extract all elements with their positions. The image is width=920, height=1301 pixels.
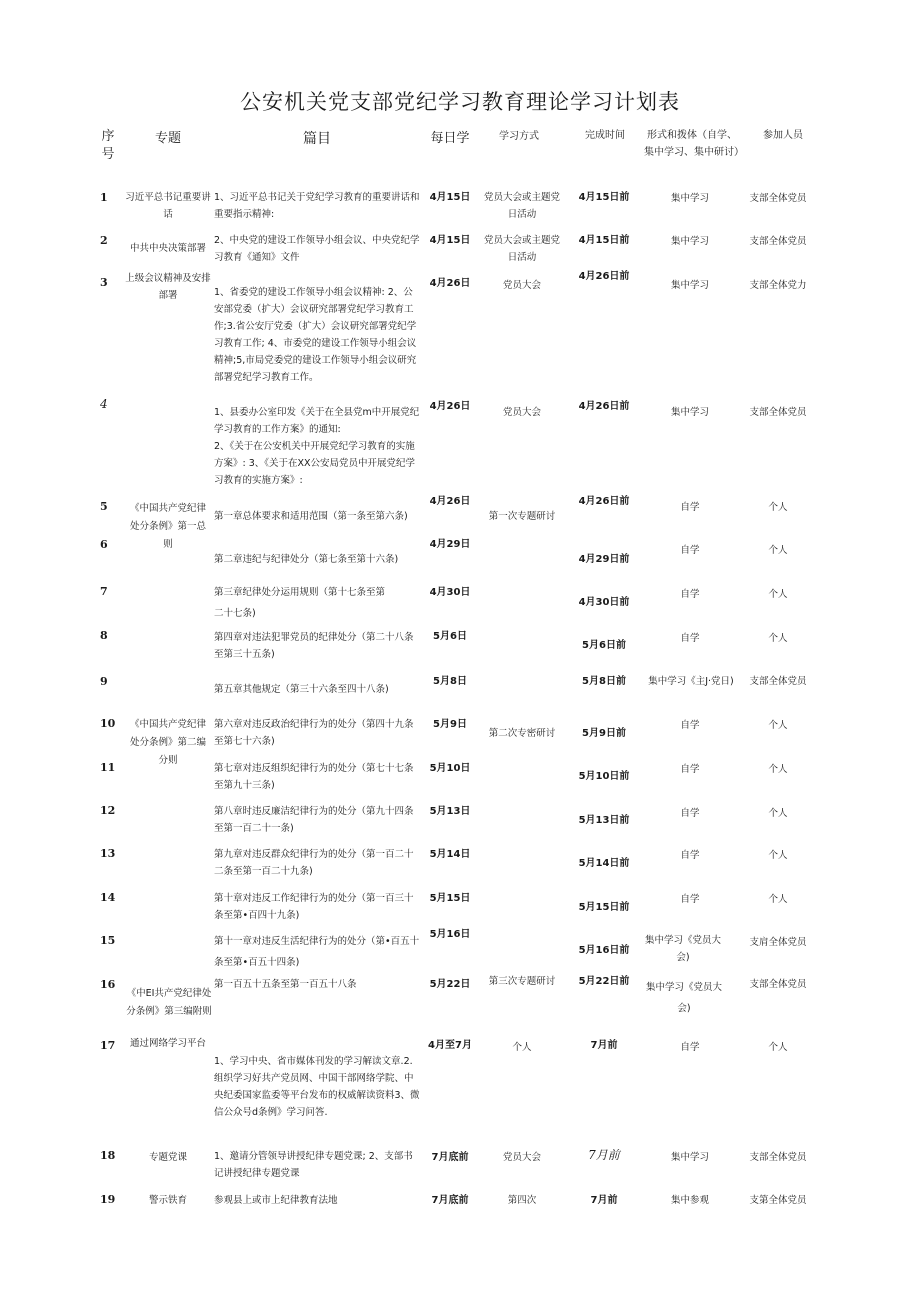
table-row-daily: 4月26日 [429,278,471,289]
table-row-chapter: 2、中央党的建设工作领导小组会议、中央党纪学习教育《通知》文件 [214,235,420,263]
table-row-no: 3 [100,276,108,289]
table-row-form: 集中学习《党员大会) [645,982,722,1014]
table-row-daily: 4月26日 [429,401,471,412]
header-topic: 专题 [154,131,181,146]
table-row-topic: 警示铁育 [148,1195,187,1206]
table-row-deadline: 5月13日前 [578,815,630,826]
table-row-chapter: 1、省委党的建设工作领导小组会议精神: 2、公安部党委（扩大）会议研究部署党纪学习教育工作;3.省公安厅党委（扩大）会议研究部署党纪学习教育工作; 4、市委党的建设工作领导小组会议精神;5,市局党委党的建设工作领导小组会议研究部署党纪学习教育工作。 [214,287,417,383]
header-chapter: 篇目 [303,131,331,147]
table-row-people: 个人 [768,502,788,513]
table-row-form: 自学 [680,894,700,905]
table-row-form: 自学 [680,1042,700,1053]
table-row-deadline: 4月30日前 [578,597,630,608]
table-row-deadline: 4月26日前 [578,271,630,282]
header-no: 序号 [101,129,115,162]
table-row-topic: 通过网络学习平台 [129,1038,206,1049]
table-row-topic: 《中国共产党纪律处分条例》第二编分则 [129,719,206,766]
table-row-no: 8 [100,629,108,642]
table-row-form: 自学 [680,850,700,861]
table-row-chapter: 第二章违纪与纪律处分（第七条至第十六条) [214,554,399,565]
table-row-chapter: 第七章对违反组织纪律行为的处分（第七十七条至第九十三条) [214,763,414,791]
table-row-deadline: 5月22日前 [578,976,630,987]
table-row-chapter: 第五章其他规定（第三十六条至四十八条) [214,684,389,695]
table-row-form: 集中学习 [670,407,709,418]
table-row-form: 集中参观 [670,1195,709,1206]
table-row-people: 支部全体党员 [749,1152,807,1163]
table-row-no: 2 [100,234,108,247]
table-row-people: 支部全体党力 [749,280,807,291]
table-row-daily: 4月29日 [429,539,471,550]
table-row-no: 6 [100,538,108,551]
table-row-chapter-cont: 2、《关于在公安机关中开展党纪学习教育的实施方案》: 3、《关于在XX公安局党员中开展党纪学习教育的实施方案》: [214,441,416,486]
table-row-people: 个人 [768,545,788,556]
header-mode: 学习方式 [499,131,539,142]
table-row-mode: 党员大会 [502,407,541,418]
table-row-no: 11 [100,761,116,774]
table-row-no: 4 [100,397,108,411]
table-row-deadline: 4月15日前 [578,235,630,246]
table-row-topic: 中共中央决策部署 [129,243,206,254]
table-row-daily: 5月6日 [433,631,467,642]
table-row-no: 14 [100,891,116,904]
table-row-deadline: 5月6日前 [582,640,626,651]
table-row-deadline: 7月前 [590,1195,618,1206]
table-row-chapter: 1、县委办公室印发《关于在全县党m中开展党纪学习教育的工作方案》的通知: [214,407,420,435]
header-deadline: 完成时间 [585,130,625,141]
table-row-form: 自学 [680,502,700,513]
table-row-chapter: 1、邀请分管领导讲授纪律专题党课; 2、支部书记讲授纪律专題党课 [214,1151,413,1179]
table-row-deadline: 5月10日前 [578,771,630,782]
table-row-deadline: 5月14日前 [578,858,630,869]
table-row-chapter: 第一章总体要求和适用范围（第一条至第六条) [214,511,408,522]
table-row-form: 自学 [680,633,700,644]
table-row-no: 17 [100,1039,116,1052]
table-row-people: 个人 [768,720,788,731]
table-row-no: 5 [100,500,108,513]
table-row-form: 自学 [680,589,700,600]
table-row-topic: 习近平总书记重要讲话 [125,192,211,220]
table-row-mode: 第二次专密研讨 [488,728,556,739]
table-row-chapter: 1、习近平总书记关于党纪学习教育的重要讲话和重要指示精神: [214,192,420,220]
table-row-deadline: 7月前 [588,1148,620,1162]
table-row-people: 个人 [768,808,788,819]
table-row-no: 9 [100,675,108,688]
table-row-daily: 5月14日 [429,849,471,860]
table-row-chapter: 第三章纪律处分运用规则（第十七条至第二十七条) [214,587,386,619]
table-row-daily: 5月16日 [429,929,471,940]
table-row-no: 15 [100,934,116,947]
table-row-chapter: 第六章对违反政治纪律行为的处分（第四十九条至第七十六条) [214,719,414,747]
table-row-daily: 7月底前 [431,1195,469,1206]
table-row-chapter: 1、学习中央、省市媒体刊发的学习解读文章.2.组织学习好共产党员网、中国干部网络学院、中央纪委国家监委等平台发布的权威解读资料3、微信公众号d条例》学习问答. [214,1056,420,1118]
table-row-daily: 5月13日 [429,806,471,817]
table-row-form: 集中学习 [670,193,709,204]
table-row-people: 支第全体党员 [749,1195,807,1206]
table-row-topic: 《中EI共产党纪律处分条例》第三编附则 [126,988,212,1017]
table-row-daily: 4月至7月 [428,1040,472,1051]
table-row-topic: 《中国共产党纪律处分条例》第一总则 [129,503,206,550]
table-row-no: 7 [100,585,108,598]
table-row-topic: 专题党课 [148,1152,187,1163]
table-row-daily: 5月8日 [433,676,467,687]
page-title: 公安机关党支部党纪学习教育理论学习计划表 [240,90,680,114]
table-row-deadline: 5月9日前 [582,728,626,739]
table-row-no: 1 [100,191,108,204]
header-form: 形式和拨体（自学、集中学习、集中研讨） [644,130,744,158]
table-row-topic: 上级会议精神及安排部署 [125,273,211,301]
table-row-deadline: 5月16日前 [578,945,630,956]
table-row-chapter: 第十章对违反工作纪律行为的处分（第一百三十条至第•百四十九条) [214,893,414,921]
table-row-people: 个人 [768,764,788,775]
table-row-form: 集中学习 [670,1152,709,1163]
table-row-people: 支部全体党员 [749,407,807,418]
table-row-form: 集中学习《党员大会) [644,935,721,963]
table-row-chapter: 第九章对违反群众纪律行为的处分（第一百二十二条至第一百二十九条) [214,849,414,877]
table-row-form: 自学 [680,808,700,819]
table-row-daily: 7月底前 [431,1152,469,1163]
table-row-mode: 第一次专题研讨 [488,511,556,522]
table-row-people: 支部全体党员 [749,979,807,990]
table-row-daily: 4月30日 [429,587,471,598]
table-row-daily: 5月9日 [433,719,467,730]
table-row-no: 18 [100,1149,116,1162]
table-row-people: 支部全体党员 [749,193,807,204]
table-row-mode: 个人 [512,1042,532,1053]
table-row-mode: 第四次 [507,1195,537,1206]
table-row-daily: 5月10日 [429,763,471,774]
table-row-mode: 党员大会或主题党日活动 [483,235,560,263]
table-row-chapter: 第一百五十五条至第一百五十八条 [214,979,357,990]
table-row-form: 集中学习 [670,236,709,247]
table-row-deadline: 4月15日前 [578,192,630,203]
table-row-chapter: 第十一章对违反生活纪律行为的处分（第•百五十条至第•百五十四条) [214,936,420,968]
table-row-daily: 4月15日 [429,192,471,203]
table-row-no: 16 [100,978,116,991]
table-row-form: 集中学习 [670,280,709,291]
table-row-form: 自学 [680,764,700,775]
table-row-daily: 5月15日 [429,893,471,904]
header-daily: 每日学 [430,131,470,146]
table-row-mode: 党员大会 [502,280,541,291]
table-row-mode: 第三次专题研讨 [488,976,556,987]
table-row-form: 自学 [680,545,700,556]
table-row-people: 个人 [768,1042,788,1053]
header-people: 参加人员 [763,130,803,141]
table-row-people: 支肩全体党员 [749,937,807,948]
table-row-daily: 5月22日 [429,979,471,990]
table-row-chapter: 第四章对违法犯罪党员的纪律处分（第二十八条至第三十五条) [214,632,414,660]
table-row-deadline: 5月15日前 [578,902,630,913]
table-row-people: 个人 [768,633,788,644]
table-row-form: 自学 [680,720,700,731]
table-row-mode: 党员大会 [502,1152,541,1163]
table-row-daily: 4月15日 [429,235,471,246]
table-row-no: 12 [100,804,116,817]
table-row-people: 个人 [768,589,788,600]
table-row-no: 13 [100,847,116,860]
table-row-form: 集中学习《主J·党日) [648,676,734,687]
table-row-people: 个人 [768,850,788,861]
table-row-no: 19 [100,1193,116,1206]
table-row-people: 个人 [768,894,788,905]
table-row-no: 10 [100,717,116,730]
table-row-mode: 党员大会或主题党日活动 [483,192,560,220]
table-row-chapter: 参观县上或市上纪律教育法地 [214,1195,338,1206]
table-row-chapter: 第八章时违反廉洁纪律行为的处分（第九十四条至第一百二十一条) [214,806,414,834]
table-row-people: 支部全体党员 [749,676,807,687]
table-row-deadline: 5月8日前 [582,676,626,687]
table-row-daily: 4月26日 [429,496,471,507]
table-row-people: 支部全体党员 [749,236,807,247]
table-row-deadline: 4月29日前 [578,554,630,565]
table-row-deadline: 4月26日前 [578,496,630,507]
table-row-deadline: 4月26日前 [578,401,630,412]
table-row-deadline: 7月前 [590,1040,618,1051]
